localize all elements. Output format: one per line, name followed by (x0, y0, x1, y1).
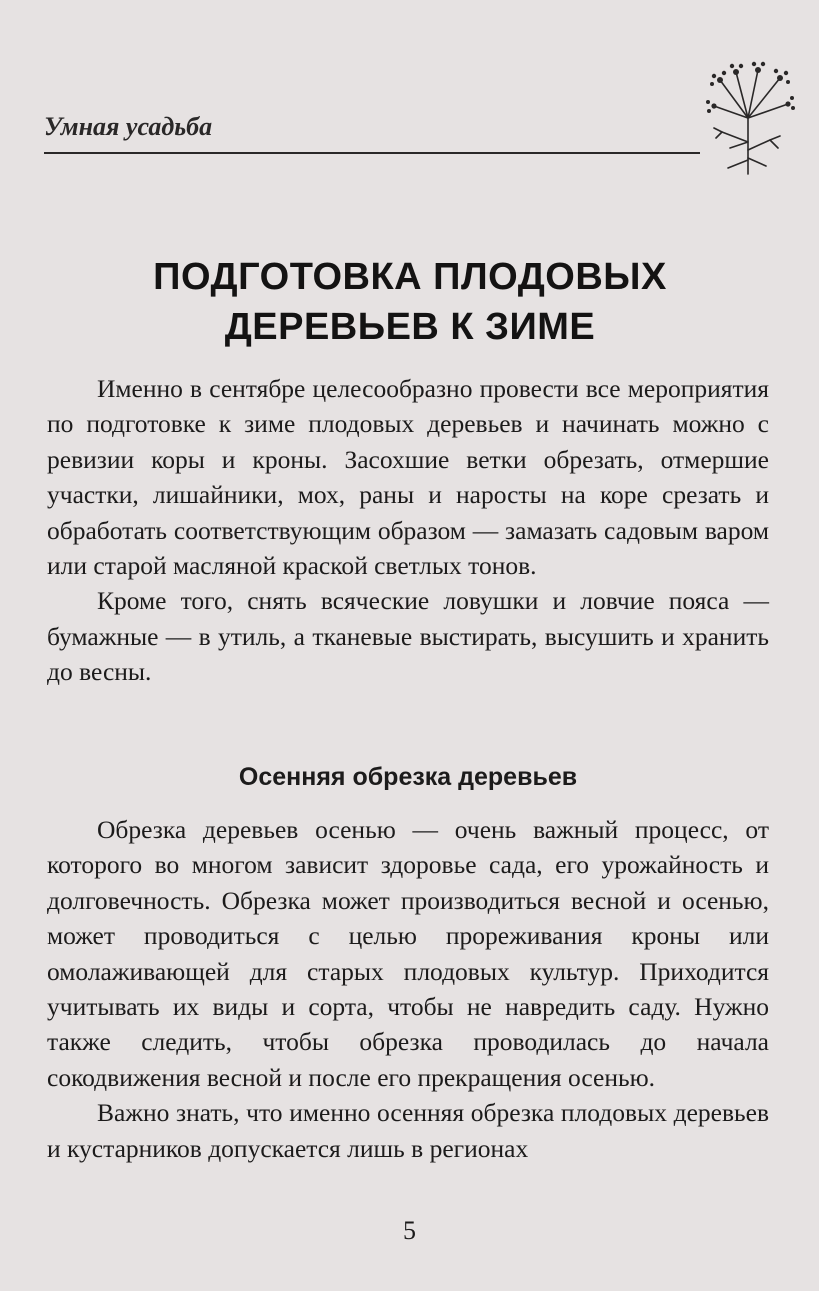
section-paragraph-1: Обрезка деревьев осенью — очень важный процесс, от которого во многом зависит здоровье сада, его урожайность и долговечность. Обрезка может производиться весной и осенью, может проводиться с целью прореживания кроны или омолаживающей для старых плодовых культур. Приходится учитывать их виды и сорта, чтобы не навредить саду. Нужно также следить, чтобы обрезка проводилась до начала сокодвижения весной и после его прекращения осенью. (47, 815, 769, 1092)
running-header (44, 108, 700, 156)
section-heading: Осенняя обрезка деревьев (238, 763, 578, 791)
chapter-title (60, 252, 760, 352)
section-text (47, 812, 769, 1166)
section-paragraph-2: Важно знать, что именно осенняя обрезка плодовых деревьев и кустарников допускается лишь в регионах (47, 1098, 769, 1163)
running-title: Умная усадьба (44, 112, 213, 141)
chapter-title-line-1: ПОДГОТОВКА ПЛОДОВЫХ (153, 256, 667, 298)
dill-plant-ornament-icon (700, 58, 796, 176)
intro-paragraph-1: Именно в сентябре целесообразно провести все мероприятия по подготовке к зиме плодовых деревьев и начинать можно с ревизии коры и кроны. Засохшие ветки обрезать, отмершие участки, лишайники, мох, раны и наросты на коре срезать и обработать соответствующим образом — замазать садовым варом или старой масляной краской светлых тонов. (47, 374, 769, 581)
page-number: 5 (403, 1216, 416, 1245)
header-rule (44, 152, 700, 154)
chapter-title-line-2: ДЕРЕВЬЕВ К ЗИМЕ (224, 306, 596, 348)
intro-paragraph-2: Кроме того, снять всяческие ловушки и ловчие пояса — бумажные — в утиль, а тканевые выстирать, высушить и хранить до весны. (47, 586, 769, 687)
intro-text (47, 371, 769, 690)
